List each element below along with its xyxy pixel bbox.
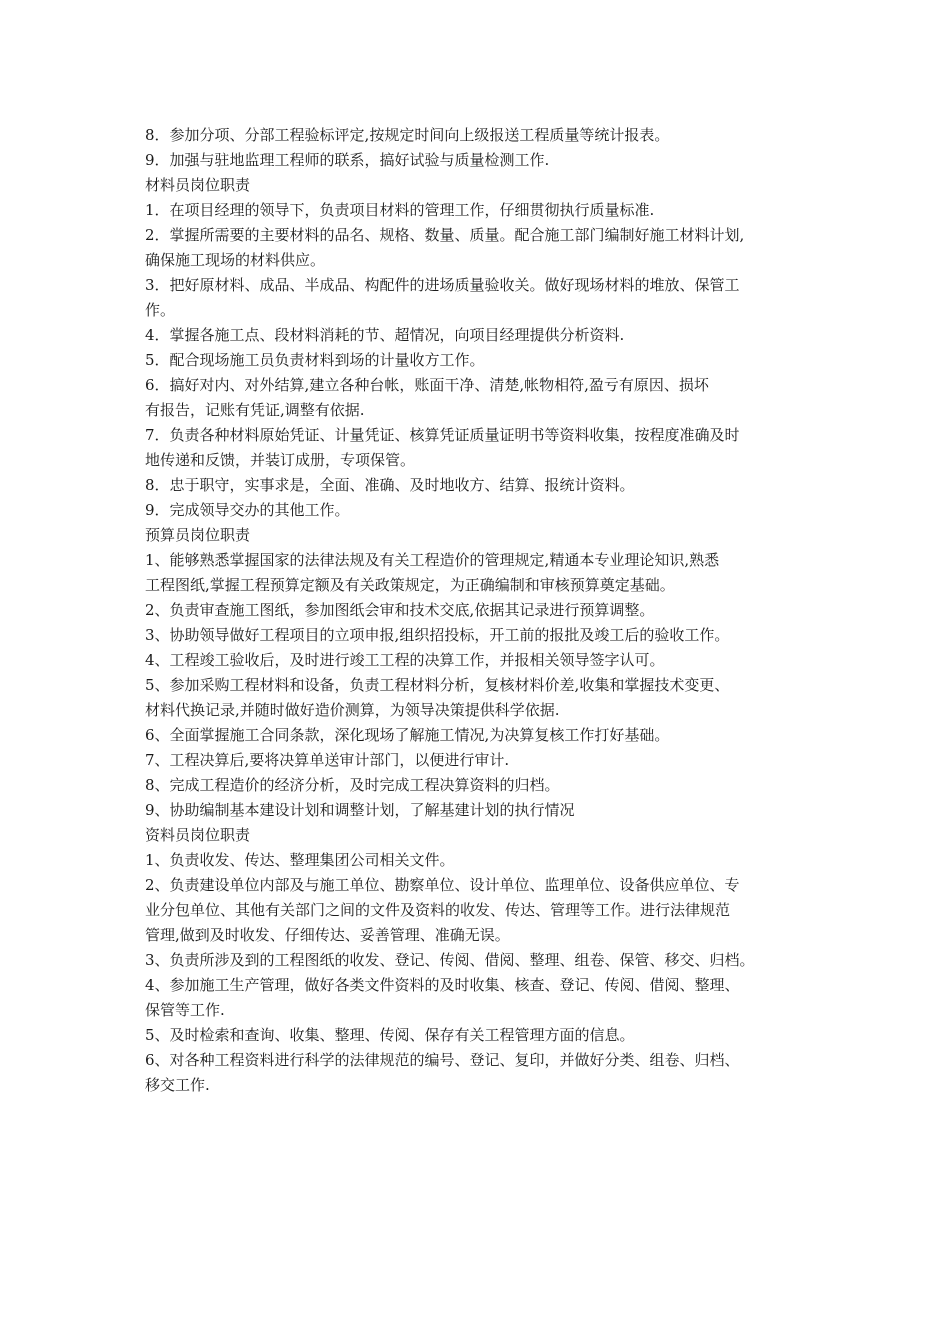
text-line: 材料代换记录,并随时做好造价测算，为领导决策提供科学依据.: [145, 701, 560, 719]
text-line: 3、负责所涉及到的工程图纸的收发、登记、传阅、借阅、整理、组卷、保管、移交、归档。: [145, 951, 755, 969]
text-line: 地传递和反馈，并装订成册，专项保管。: [145, 451, 416, 469]
text-line: 5、及时检索和查询、收集、整理、传阅、保存有关工程管理方面的信息。: [145, 1026, 635, 1044]
text-line: 6、对各种工程资料进行科学的法律规范的编号、登记、复印，并做好分类、组卷、归档、: [145, 1051, 740, 1069]
text-line: 2．掌握所需要的主要材料的品名、规格、数量、质量。配合施工部门编制好施工材料计划,: [145, 226, 745, 244]
text-line: 作。: [145, 301, 176, 319]
text-line: 2、负责审查施工图纸，参加图纸会审和技术交底,依据其记录进行预算调整。: [145, 601, 655, 619]
text-line: 确保施工现场的材料供应。: [145, 251, 326, 269]
text-line: 5、参加采购工程材料和设备，负责工程材料分析，复核材料价差,收集和掌握技术变更、: [145, 676, 730, 694]
text-line: 9．加强与驻地监理工程师的联系，搞好试验与质量检测工作.: [145, 151, 550, 169]
text-line: 4、工程竣工验收后，及时进行竣工工程的决算工作，并报相关领导签字认可。: [145, 651, 665, 669]
text-line: 材料员岗位职责: [145, 176, 251, 194]
text-line: 1、能够熟悉掌握国家的法律法规及有关工程造价的管理规定,精通本专业理论知识,熟悉: [145, 551, 720, 569]
text-line: 8．忠于职守，实事求是，全面、准确、及时地收方、结算、报统计资料。: [145, 476, 635, 494]
text-line: 资料员岗位职责: [145, 826, 251, 844]
text-line: 5．配合现场施工员负责材料到场的计量收方工作。: [145, 351, 485, 369]
text-line: 7、工程决算后,要将决算单送审计部门，以便进行审计.: [145, 751, 510, 769]
text-line: 3、协助领导做好工程项目的立项申报,组织招投标，开工前的报批及竣工后的验收工作。: [145, 626, 730, 644]
text-line: 9．完成领导交办的其他工作。: [145, 501, 350, 519]
text-line: 保管等工作.: [145, 1001, 225, 1019]
text-line: 移交工作.: [145, 1076, 210, 1094]
text-line: 8、完成工程造价的经济分析，及时完成工程决算资料的归档。: [145, 776, 560, 794]
text-line: 有报告，记账有凭证,调整有依据.: [145, 401, 365, 419]
text-line: 1、负责收发、传达、整理集团公司相关文件。: [145, 851, 455, 869]
text-line: 3．把好原材料、成品、半成品、构配件的进场质量验收关。做好现场材料的堆放、保管工: [145, 276, 740, 294]
text-line: 9、协助编制基本建设计划和调整计划，了解基建计划的执行情况: [145, 801, 575, 819]
text-line: 管理,做到及时收发、仔细传达、妥善管理、准确无误。: [145, 926, 510, 944]
text-line: 6、全面掌握施工合同条款，深化现场了解施工情况,为决算复核工作打好基础。: [145, 726, 670, 744]
text-line: 业分包单位、其他有关部门之间的文件及资料的收发、传达、管理等工作。进行法律规范: [145, 901, 731, 919]
document-body: [145, 123, 825, 1098]
text-line: 1．在项目经理的领导下，负责项目材料的管理工作，仔细贯彻执行质量标准.: [145, 201, 655, 219]
text-line: 7．负责各种材料原始凭证、计量凭证、核算凭证质量证明书等资料收集，按程度准确及时: [145, 426, 740, 444]
text-line: 工程图纸,掌握工程预算定额及有关政策规定，为正确编制和审核预算奠定基础。: [145, 576, 675, 594]
text-line: 6．搞好对内、对外结算,建立各种台帐，账面干净、清楚,帐物相符,盈亏有原因、损坏: [145, 376, 709, 394]
text-line: 4．掌握各施工点、段材料消耗的节、超情况，向项目经理提供分析资料.: [145, 326, 625, 344]
text-line: 预算员岗位职责: [145, 526, 251, 544]
text-line: 2、负责建设单位内部及与施工单位、勘察单位、设计单位、监理单位、设备供应单位、专: [145, 876, 740, 894]
text-line: 8．参加分项、分部工程验标评定,按规定时间向上级报送工程质量等统计报表。: [145, 126, 670, 144]
text-line: 4、参加施工生产管理，做好各类文件资料的及时收集、核查、登记、传阅、借阅、整理、: [145, 976, 740, 994]
